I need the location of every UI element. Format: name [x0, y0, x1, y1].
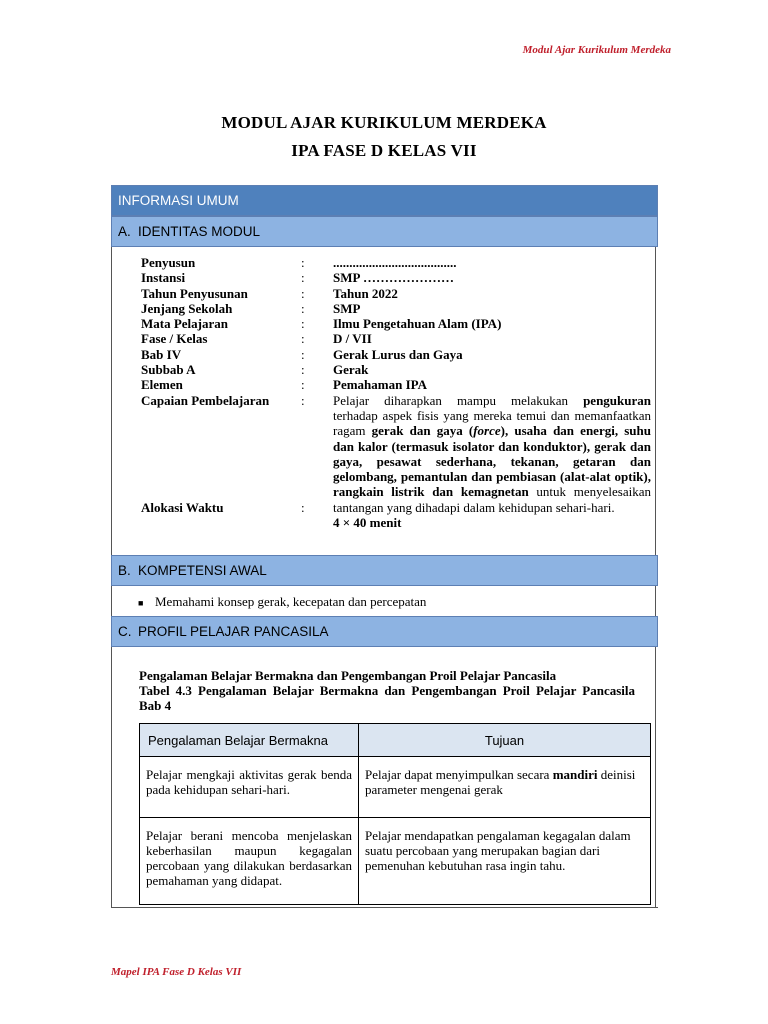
field-value: Gerak Lurus dan Gaya — [333, 346, 463, 362]
field-label: Penyusun — [141, 255, 196, 270]
field-value: Ilmu Pengetahuan Alam (IPA) — [333, 316, 502, 332]
kompetensi-text: Memahami konsep gerak, kecepatan dan percepatan — [155, 594, 427, 609]
section-profil-pelajar — [111, 616, 658, 647]
field-label: Bab IV — [141, 346, 182, 362]
field-label: Instansi — [141, 270, 186, 286]
identitas-row-tahun — [141, 286, 651, 301]
identitas-row-penyusun — [141, 255, 651, 270]
field-value: D / VII — [333, 331, 372, 347]
field-separator: : — [301, 362, 305, 378]
field-separator: : — [301, 346, 305, 362]
section-kompetensi-label: KOMPETENSI AWAL — [138, 563, 267, 578]
table-header-row — [140, 724, 651, 757]
capaian-pembelajaran-text: Pelajar diharapkan mampu melakukan pengukuran terhadap aspek fisis yang mereka temui dan memanfaatkan ragam gerak dan gaya (force), usaha dan energi, suhu dan kalor (termasuk isolator dan konduktor), gerak dan gaya, pesawat sederhana, tekanan, getaran dan gelombang, pemantulan dan pembiasan (alat-alat optik), rangkain listrik dan kemagnetan untuk menyelesaikan tantangan yang dihadapi dalam kehidupan sehari-hari. — [333, 392, 651, 515]
field-separator: : — [301, 316, 305, 332]
document-title — [0, 113, 768, 161]
table-header-cell: Tujuan — [359, 724, 651, 757]
title-line-1: MODUL AJAR KURIKULUM MERDEKA — [221, 113, 547, 132]
table-cell: Pelajar dapat menyimpulkan secara mandiri deinisi parameter mengenai gerak — [359, 757, 651, 818]
profil-line-1: Pengalaman Belajar Bermakna dan Pengembangan Proil Pelajar Pancasila — [139, 668, 557, 683]
field-label: Capaian Pembelajaran — [141, 392, 270, 408]
table-cell: Pelajar berani mencoba menjelaskan keberhasilan maupun kegagalan percobaan yang dilakukan berdasarkan pemahaman yang didapat. — [140, 818, 359, 905]
kompetensi-list-item — [138, 594, 426, 610]
field-label: Subbab A — [141, 362, 196, 378]
field-label: Tahun Penyusunan — [141, 285, 248, 301]
field-label: Jenjang Sekolah — [141, 300, 233, 316]
section-kompetensi-awal — [111, 555, 658, 586]
identitas-row-subbab — [141, 362, 651, 377]
section-letter: B. — [118, 563, 131, 578]
field-label: Mata Pelajaran — [141, 316, 229, 332]
identitas-list — [141, 255, 651, 530]
running-footer: Mapel IPA Fase D Kelas VII — [111, 966, 242, 978]
table-header-cell: Pengalaman Belajar Bermakna — [140, 724, 359, 757]
section-letter: C. — [118, 624, 132, 639]
identitas-row-mapel — [141, 316, 651, 331]
section-profil-label: PROFIL PELAJAR PANCASILA — [138, 624, 329, 639]
profil-heading — [139, 668, 635, 713]
section-informasi-umum — [111, 185, 658, 216]
field-value: ...................................... — [333, 255, 457, 270]
field-separator: : — [301, 270, 305, 286]
identitas-row-bab — [141, 347, 651, 362]
field-separator: : — [301, 377, 305, 393]
pengalaman-belajar-table — [139, 723, 651, 905]
field-separator: : — [301, 285, 305, 301]
table-cell: Pelajar mengkaji aktivitas gerak benda pada kehidupan sehari-hari. — [140, 757, 359, 818]
table-caption: Tabel 4.3 Pengalaman Belajar Bermakna dan Pengembangan Proil Pelajar Pancasila Bab 4 — [139, 683, 635, 713]
identitas-row-capaian — [141, 393, 651, 515]
field-separator: : — [301, 255, 305, 270]
table-row — [140, 757, 651, 818]
frame-bottom-divider — [111, 907, 658, 908]
field-value: Tahun 2022 — [333, 285, 398, 301]
square-bullet-icon: ■ — [138, 598, 144, 609]
title-line-2: IPA FASE D KELAS VII — [291, 141, 477, 160]
table-row — [140, 818, 651, 905]
field-value: SMP ………………… — [333, 270, 454, 286]
identitas-row-alokasi — [141, 500, 651, 530]
identitas-row-instansi — [141, 270, 651, 285]
running-header: Modul Ajar Kurikulum Merdeka — [522, 44, 671, 56]
identitas-row-jenjang — [141, 301, 651, 316]
field-value: Pemahaman IPA — [333, 377, 428, 393]
field-label: Fase / Kelas — [141, 331, 208, 347]
field-separator: : — [301, 392, 305, 408]
section-identitas-label: IDENTITAS MODUL — [138, 224, 261, 239]
field-value: Gerak — [333, 362, 369, 378]
section-identitas-modul — [111, 216, 658, 247]
field-separator: : — [301, 500, 305, 516]
field-separator: : — [301, 300, 305, 316]
section-letter: A. — [118, 224, 131, 239]
identitas-row-elemen — [141, 377, 651, 392]
field-separator: : — [301, 331, 305, 347]
field-label: Elemen — [141, 377, 183, 393]
identitas-row-fase — [141, 331, 651, 346]
section-informasi-umum-label: INFORMASI UMUM — [118, 193, 239, 208]
field-value: SMP — [333, 300, 361, 316]
field-value: 4 × 40 menit — [333, 515, 402, 531]
table-cell: Pelajar mendapatkan pengalaman kegagalan dalam suatu percobaan yang merupakan bagian dari pemenuhan kebutuhan rasa ingin tahu. — [359, 818, 651, 905]
field-label: Alokasi Waktu — [141, 500, 224, 516]
